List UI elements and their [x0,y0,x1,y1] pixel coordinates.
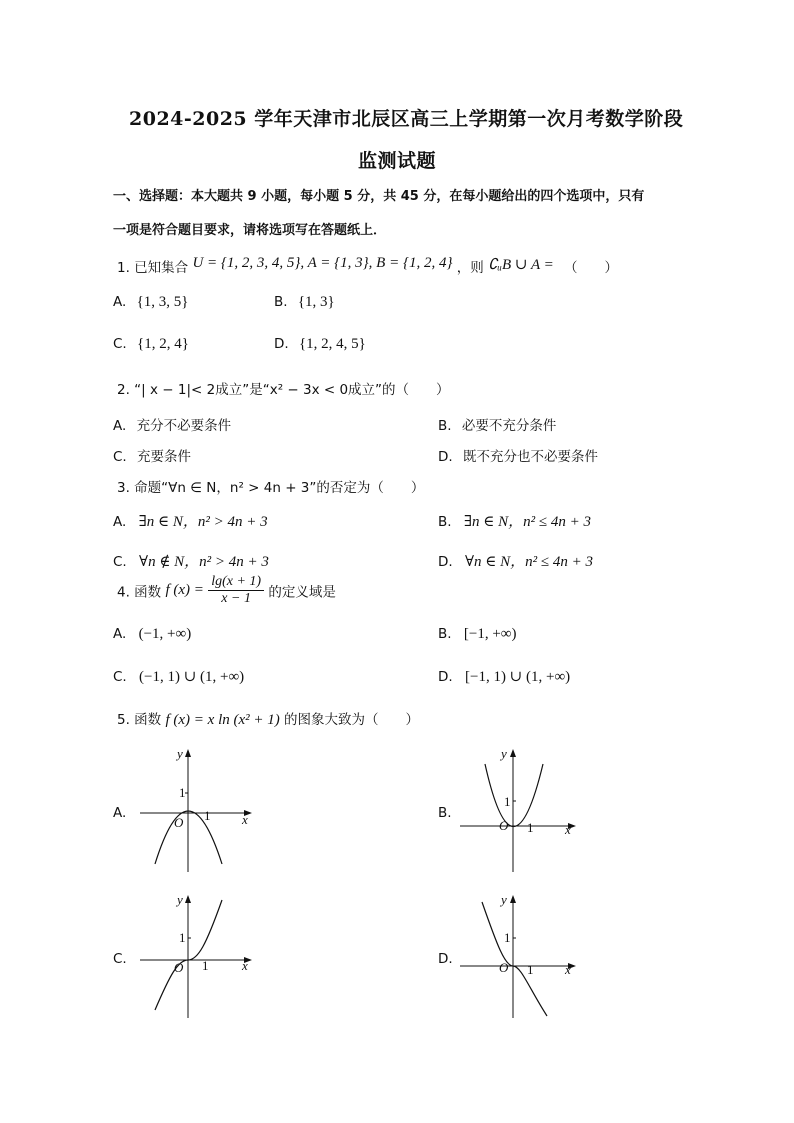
question-2-stem: 2. “| x − 1|< 2成立”是“x² − 3x < 0成立”的（ ） [117,382,450,398]
question-4-option-c [113,667,244,686]
graph-c-tick-y: 1 [179,930,186,945]
graph-a-tick-y: 1 [179,785,186,800]
question-1-paren: （ ） [564,260,619,276]
graph-option-a [140,744,270,874]
option-label: D. [438,554,453,570]
question-5-option-d-label: D. [438,951,453,967]
graph-c-y-label: y [177,892,183,907]
graph-b-origin: O [499,818,509,833]
question-1-stem [117,256,618,277]
option-text: {1, 2, 4, 5} [298,336,366,352]
question-4-lhs: f (x) = [165,582,204,598]
option-label: B. [438,418,452,434]
graph-a-x-label: x [242,812,248,827]
option-text: {1, 3, 5} [136,294,189,310]
option-text: {1, 3} [297,294,335,310]
option-text: 必要不充分条件 [461,418,557,434]
option-text: (−1, +∞) [138,626,192,642]
question-4-stem [117,574,336,607]
graph-b-x-label: x [565,822,571,837]
option-text: {1, 2, 4} [137,336,189,352]
section-instructions: 一、选择题：本大题共 9 小题，每小题 5 分，共 45 分，在每小题给出的四个选项中，只有 [113,189,645,204]
option-label: C. [113,449,127,465]
section-instructions-line2: 一项是符合题目要求，请将选项写在答题纸上． [113,223,387,238]
option-text: ∀n ∈ N，n² ≤ 4n + 3 [464,554,593,570]
question-4-suffix: 的定义域是 [268,584,336,601]
option-label: B. [274,294,288,310]
question-2-option-c [113,445,191,465]
question-1-sets: U = {1, 2, 3, 4, 5}, A = {1, 3}, B = {1, 2, 4} [192,255,453,271]
question-5-option-a-label: A. [113,805,127,821]
graph-c-origin: O [174,960,184,975]
question-1-expression: ∁ᵤB ∪ A = [488,257,554,273]
question-2-option-a [113,414,231,434]
question-3-option-a [113,510,268,531]
question-5-option-b-label: B. [438,805,452,821]
question-4-option-b [438,626,516,643]
question-1-option-d [274,336,366,353]
graph-c-tick-x: 1 [202,958,209,973]
graph-c-x-label: x [242,958,248,973]
option-text: ∃n ∈ N，n² > 4n + 3 [138,514,268,530]
option-label: A. [113,294,127,310]
option-label: A. [113,418,127,434]
graph-option-c [140,890,270,1020]
question-4-option-a [113,626,191,643]
question-1-option-c [113,336,189,353]
option-label: B. [438,514,452,530]
fraction-denominator: x − 1 [221,591,251,606]
graph-d-x-label: x [565,962,571,977]
graph-a-y-label: y [177,746,183,761]
graph-d-y-label: y [501,892,507,907]
graph-b-y-label: y [501,746,507,761]
graph-d-origin: O [499,960,509,975]
option-text: ∃n ∈ N，n² ≤ 4n + 3 [463,514,591,530]
option-text: 充分不必要条件 [136,418,232,434]
question-3-stem: 3. 命题“∀n ∈ N，n² > 4n + 3”的否定为（ ） [117,480,425,496]
question-1-option-a [113,294,189,311]
question-1-mid: ，则 [456,260,484,276]
option-label: A. [113,626,127,642]
option-text: 既不充分也不必要条件 [462,449,598,465]
option-label: D. [274,336,289,352]
question-4-fraction [208,574,264,607]
graph-option-b [455,744,585,874]
question-3-option-b [438,510,591,531]
graph-b-tick-y: 1 [504,794,511,809]
graph-a-origin: O [174,815,184,830]
question-3-option-c [113,550,269,571]
graph-d-tick-y: 1 [504,930,511,945]
question-4-option-d [438,667,570,686]
question-5-prefix: 5. 函数 [117,712,162,728]
graph-option-d [455,890,585,1020]
option-text: [−1, +∞) [463,626,517,642]
option-text: [−1, 1) ∪ (1, +∞) [464,669,571,685]
question-2-option-d [438,445,598,465]
option-text: 充要条件 [137,449,192,465]
question-1-prefix: 1. 已知集合 [117,260,189,276]
question-5-suffix: 的图象大致为（ ） [284,712,420,728]
option-text: ∀n ∉ N，n² > 4n + 3 [139,554,269,570]
fraction-numerator: lg(x + 1) [208,574,264,591]
graph-a-tick-x: 1 [204,808,211,823]
question-4-prefix: 4. 函数 [117,584,162,601]
question-2-option-b [438,414,556,434]
option-label: C. [113,336,127,352]
graph-d-tick-x: 1 [527,962,534,977]
option-label: C. [113,669,127,685]
option-label: D. [438,669,453,685]
question-5-stem [117,708,419,729]
option-label: A. [113,514,127,530]
question-5-option-c-label: C. [113,951,127,967]
question-1-option-b [274,294,335,311]
graph-b-tick-x: 1 [527,820,534,835]
option-label: B. [438,626,452,642]
page-title: 2024-2025 学年天津市北辰区高三上学期第一次月考数学阶段 [129,108,684,130]
question-3-option-d [438,550,593,571]
question-5-function: f (x) = x ln (x² + 1) [165,712,280,728]
option-label: D. [438,449,453,465]
option-label: C. [113,554,127,570]
option-text: (−1, 1) ∪ (1, +∞) [139,669,245,685]
page-title-line2: 监测试题 [358,150,437,172]
